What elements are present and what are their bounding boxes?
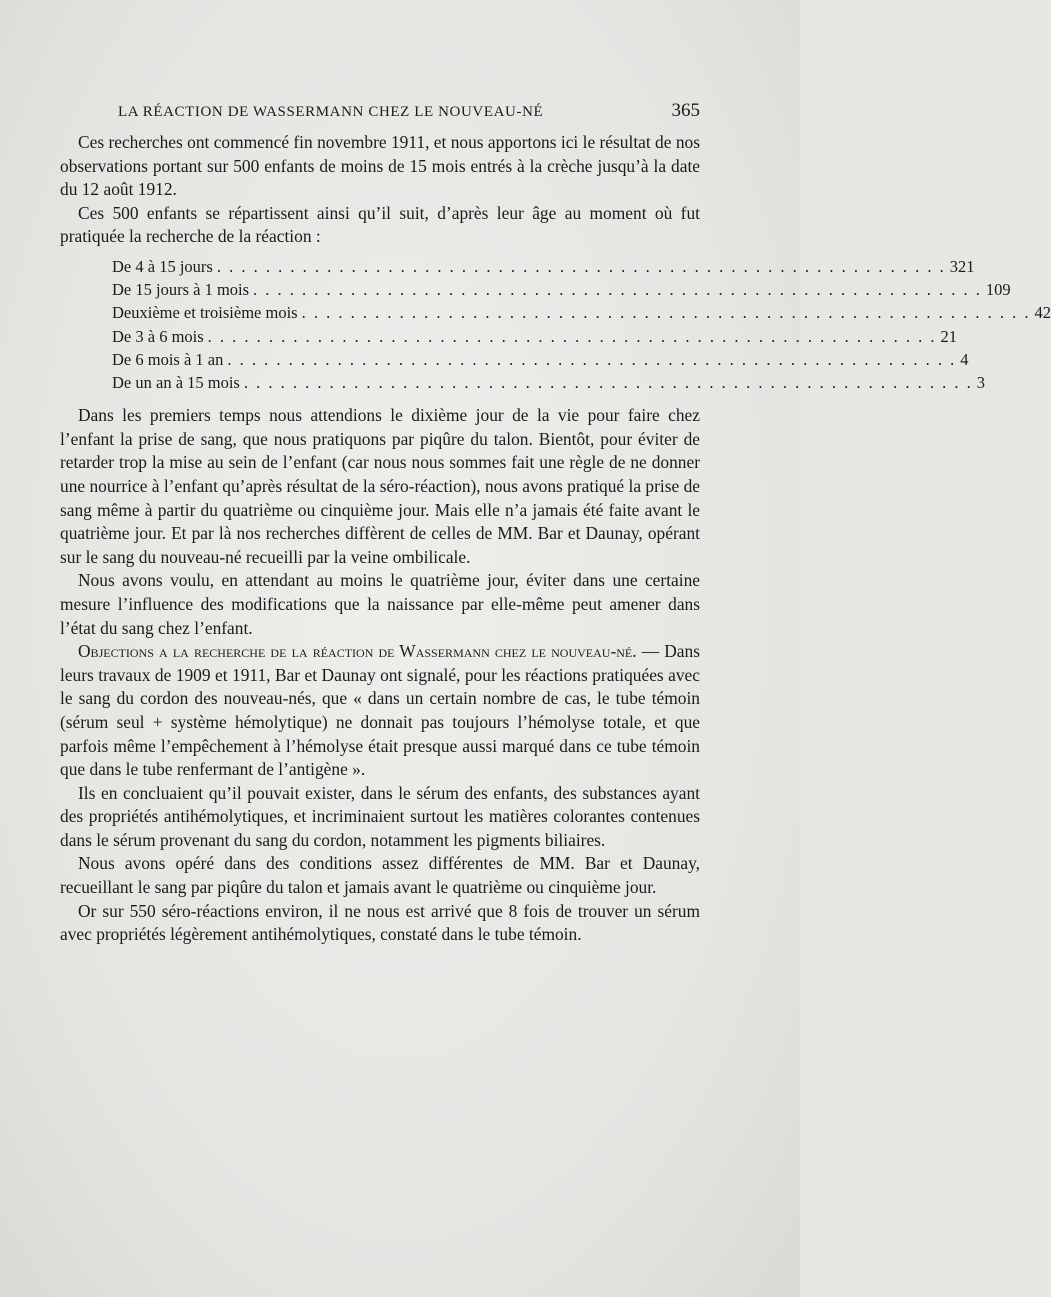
age-count: 4	[960, 349, 969, 369]
age-label: De 4 à 15 jours	[112, 256, 213, 276]
table-row	[112, 325, 958, 348]
section-heading: Objections a la recherche de la réaction de Wassermann chez le nouveau-né.	[78, 641, 637, 662]
page-number: 365	[671, 100, 700, 121]
leader-dots: . . . . . . . . . . . . . . . . . . . . . . . . . . . . . . . . . . . . . . . . . . . . . . . . . . . . . . . . . . . .	[253, 280, 982, 300]
age-count: 21	[940, 326, 958, 346]
paragraph-2: Ces 500 enfants se répartissent ainsi qu’il suit, d’après leur âge au moment où fut pratiquée la recherche de la réaction :	[60, 202, 700, 247]
age-count: 109	[985, 280, 1011, 300]
leader-dots: . . . . . . . . . . . . . . . . . . . . . . . . . . . . . . . . . . . . . . . . . . . . . . . . . . . . . . . . . . . .	[227, 349, 957, 369]
page-header	[60, 100, 700, 130]
running-title: LA RÉACTION DE WASSERMANN CHEZ LE NOUVEAU-NÉ	[118, 104, 544, 120]
paragraph-5	[60, 640, 700, 782]
table-row	[112, 278, 1011, 301]
paragraph-5-text: — Dans leurs travaux de 1909 et 1911, Bar et Daunay ont signalé, pour les réactions pratiquées avec le sang du cordon des nouveau-nés, que « dans un certain nombre de cas, le tube témoin (sérum seul + système hémolytique) ne donnait pas toujours l’hémolyse totale, et que parfois même l’empêchement à l’hémolyse était presque aussi marqué dans ce tube témoin que dans le tube renfermant de l’antigène ».	[60, 641, 700, 780]
paragraph-1: Ces recherches ont commencé fin novembre 1911, et nous apportons ici le résultat de nos observations portant sur 500 enfants de moins de 15 mois entrés à la crèche jusqu’à la date du 12 août 1912.	[60, 132, 700, 200]
leader-dots: . . . . . . . . . . . . . . . . . . . . . . . . . . . . . . . . . . . . . . . . . . . . . . . . . . . . . . . . . . . .	[207, 326, 937, 346]
age-count: 42	[1034, 303, 1051, 323]
table-row	[112, 255, 975, 278]
age-label: De 15 jours à 1 mois	[112, 280, 250, 300]
leader-dots: . . . . . . . . . . . . . . . . . . . . . . . . . . . . . . . . . . . . . . . . . . . . . . . . . . . . . . . . . . . .	[243, 372, 973, 392]
age-label: De un an à 15 mois	[112, 372, 240, 392]
table-row	[112, 371, 985, 394]
age-label: Deuxième et troisième mois	[112, 303, 298, 323]
table-row	[112, 348, 969, 371]
age-label: De 6 mois à 1 an	[112, 349, 224, 369]
paragraph-8: Or sur 550 séro-réactions environ, il ne nous est arrivé que 8 fois de trouver un sérum avec propriétés légèrement antihémolytiques, constaté dans le tube témoin.	[60, 900, 700, 945]
paragraph-7: Nous avons opéré dans des conditions assez différentes de MM. Bar et Daunay, recueillant le sang par piqûre du talon et jamais avant le quatrième ou cinquième jour.	[60, 853, 700, 898]
paragraph-6: Ils en concluaient qu’il pouvait exister, dans le sérum des enfants, des substances ayant des propriétés antihémolytiques, et incriminaient surtout les matières colorantes contenues dans le sérum provenant du sang du cordon, notamment les pigments biliaires.	[60, 782, 700, 850]
page-body	[60, 131, 1051, 947]
age-count: 321	[949, 256, 975, 276]
table-row	[112, 301, 1051, 324]
age-label: De 3 à 6 mois	[112, 326, 204, 346]
age-distribution-table	[112, 255, 1051, 394]
paragraph-3: Dans les premiers temps nous attendions le dixième jour de la vie pour faire chez l’enfant la prise de sang, que nous pratiquons par piqûre du talon. Bientôt, pour éviter de retarder trop la mise au sein de l’enfant (car nous nous sommes fait une règle de ne donner une nourrice à l’enfant qu’après résultat de la séro-réaction), nous avons pratiqué la prise de sang même à partir du quatrième ou cinquième jour. Mais elle n’a jamais été faite avant le quatrième jour. Et par là nos recherches diffèrent de celles de MM. Bar et Daunay, opérant sur le sang du nouveau-né recueilli par la veine ombilicale.	[60, 405, 700, 567]
leader-dots: . . . . . . . . . . . . . . . . . . . . . . . . . . . . . . . . . . . . . . . . . . . . . . . . . . . . . . . . . . . .	[216, 256, 946, 276]
leader-dots: . . . . . . . . . . . . . . . . . . . . . . . . . . . . . . . . . . . . . . . . . . . . . . . . . . . . . . . . . . . .	[301, 303, 1031, 323]
paragraph-4: Nous avons voulu, en attendant au moins le quatrième jour, éviter dans une certaine mesure l’influence des modifications que la naissance par elle-même peut amener dans l’état du sang chez l’enfant.	[60, 570, 700, 638]
age-count: 3	[976, 372, 985, 392]
